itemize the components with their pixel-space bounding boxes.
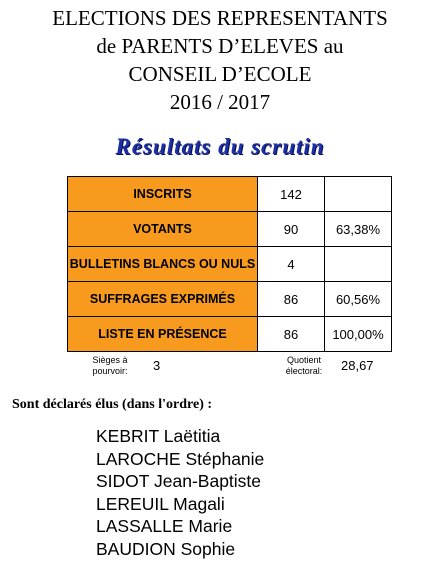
results-table [67, 176, 392, 352]
results-subtitle: Résultats du scrutin [115, 134, 325, 159]
list-item: LEREUIL Magali [96, 493, 225, 514]
row-value: 142 [258, 177, 325, 212]
sieges-label: Sièges à pourvoir: [92, 355, 128, 376]
elected-list [96, 425, 264, 560]
row-label: SUFFRAGES EXPRIMÉS [68, 282, 258, 317]
table-row [68, 317, 392, 352]
row-value: 4 [258, 247, 325, 282]
row-label: INSCRITS [68, 177, 258, 212]
row-percent [325, 247, 392, 282]
table-row [68, 212, 392, 247]
row-value: 86 [258, 317, 325, 352]
row-label: VOTANTS [68, 212, 258, 247]
list-item: SIDOT Jean-Baptiste [96, 471, 262, 491]
table-row [68, 177, 392, 212]
sieges-value: 3 [153, 358, 161, 373]
row-label: BULLETINS BLANCS OU NULS [68, 247, 258, 282]
list-item: KEBRIT Laëtitia [96, 426, 221, 446]
list-item: LASSALLE Marie [96, 516, 233, 536]
row-value: 86 [258, 282, 325, 317]
row-percent: 100,00% [325, 317, 392, 352]
list-item: LAROCHE Stéphanie [96, 448, 265, 469]
title-line-1: ELECTIONS DES REPRESENTANTS [52, 6, 388, 30]
title-line-2: de PARENTS D’ELEVES au [96, 34, 344, 58]
row-percent [325, 177, 392, 212]
title-line-3: CONSEIL D’ECOLE [128, 62, 312, 86]
elected-heading: Sont déclarés élus (dans l'ordre) : [12, 397, 213, 412]
title-line-4: 2016 / 2017 [169, 90, 271, 114]
table-row [68, 247, 392, 282]
row-value: 90 [258, 212, 325, 247]
table-row [68, 282, 392, 317]
document-title [0, 4, 440, 116]
quotient-label: Quotient électoral: [285, 355, 323, 376]
quotient-value: 28,67 [341, 358, 374, 373]
row-percent: 60,56% [325, 282, 392, 317]
row-label: LISTE EN PRÉSENCE [68, 317, 258, 352]
list-item: BAUDION Sophie [96, 538, 236, 559]
row-percent: 63,38% [325, 212, 392, 247]
